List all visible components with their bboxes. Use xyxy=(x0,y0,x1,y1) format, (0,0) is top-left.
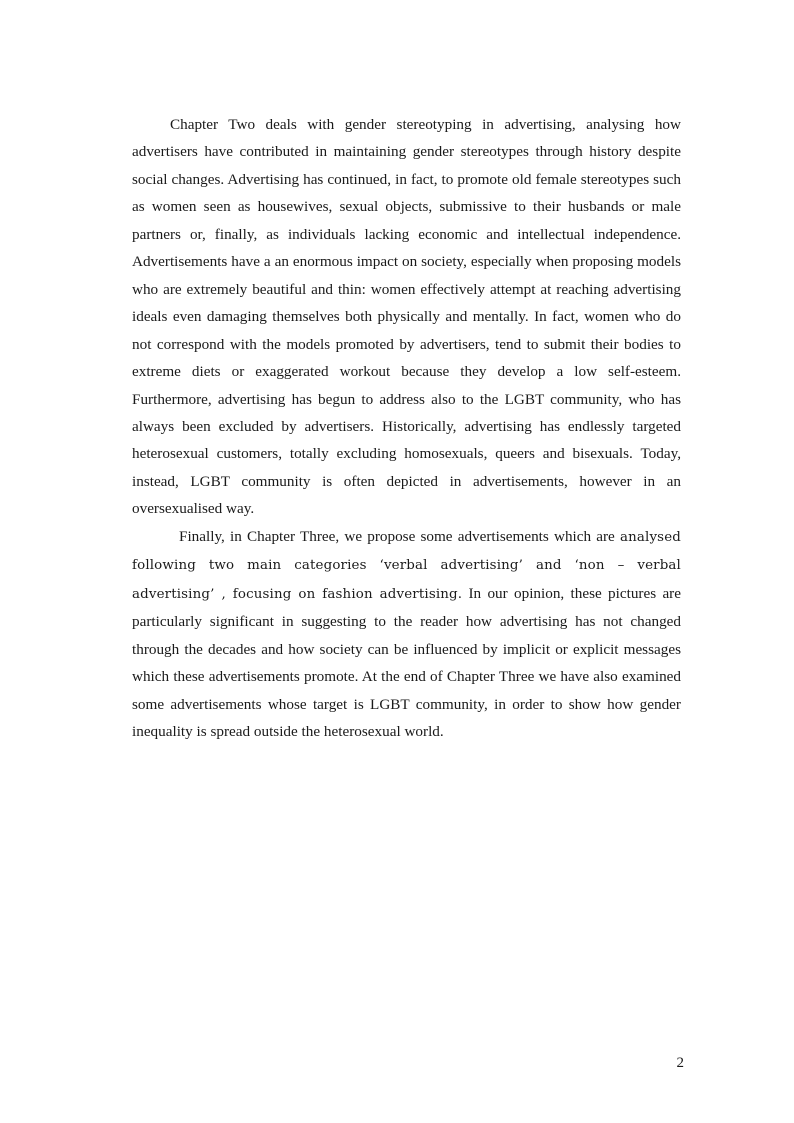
body-text xyxy=(132,111,681,745)
page-number: 2 xyxy=(676,1055,684,1071)
paragraph-chapter-three xyxy=(132,523,681,746)
paragraph-chapter-two: Chapter Two deals with gender stereotyping in advertising, analysing how advertisers have contributed in maintaining gender stereotypes through history despite social changes. Advertising has continued, in fact, to promote old female stereotypes such as women seen as housewives, sexual objects, submissive to their husbands or male partners or, finally, as individuals lacking economic and intellectual independence. Advertisements have a an enormous impact on society, especially when proposing models who are extremely beautiful and thin: women effectively attempt at reaching advertising ideals even damaging themselves both physically and mentally. In fact, women who do not correspond with the models promoted by advertisers, tend to submit their bodies to extreme diets or exaggerated workout because they develop a low self-esteem. Furthermore, advertising has begun to address also to the LGBT community, who has always been excluded by advertisers. Historically, advertising has endlessly targeted heterosexual customers, totally excluding homosexuals, queers and bisexuals. Today, instead, LGBT community is often depicted in advertisements, however in an oversexualised way. xyxy=(132,116,681,518)
paragraph-chapter-three-part-2: analysed following two main categories ‘verbal advertising’ and ‘non – verbal advertising’ , focusing on fashion advertising. xyxy=(132,529,681,602)
paragraph-chapter-three-part-3: In our opinion, these pictures are particularly significant in suggesting to the reader how advertising has not changed through the decades and how society can be influenced by implicit or explicit messages which these advertisements promote. At the end of Chapter Three we have also examined some advertisements whose target is LGBT community, in order to show how gender inequality is spread outside the heterosexual world. xyxy=(132,584,681,740)
paragraph-chapter-three-part-1: Finally, in Chapter Three, we propose some advertisements which are xyxy=(179,527,620,545)
